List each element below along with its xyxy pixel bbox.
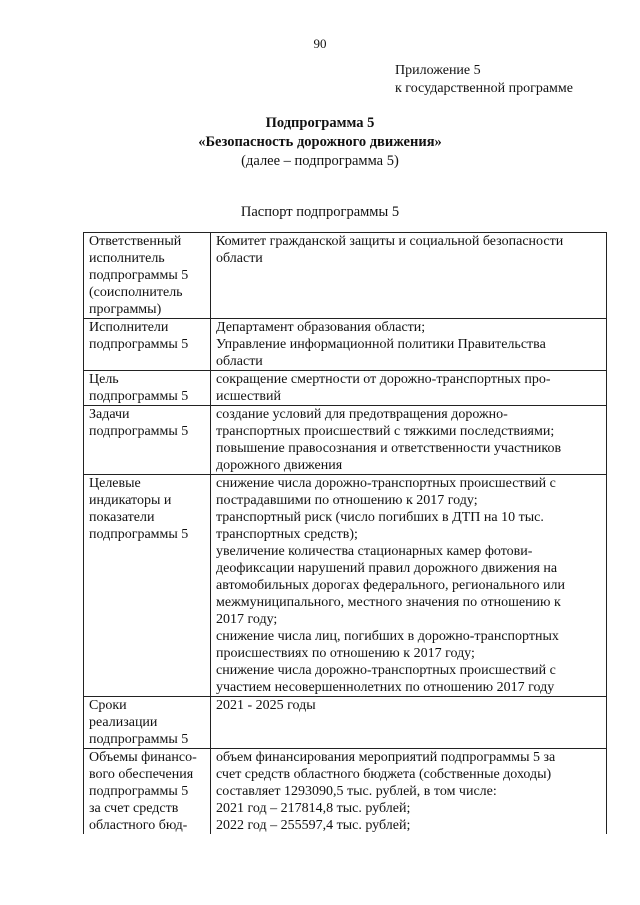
value-line: 2021 - 2025 годы [216, 698, 316, 713]
passport-row-label [84, 319, 211, 371]
subprogram-subtitle: «Безопасность дорожного движения» [198, 134, 442, 150]
passport-title: Паспорт подпрограммы 5 [240, 204, 400, 220]
subprogram-heading [0, 114, 640, 171]
value-line: межмуниципального, местного значения по отношению к [216, 595, 561, 610]
passport-row-label [84, 749, 211, 835]
label-line: вого обеспечения [89, 767, 194, 782]
value-line: 2022 год – 255597,4 тыс. рублей; [216, 818, 411, 833]
value-line: исшествий [216, 389, 281, 404]
appendix-line-2: к государственной программе [395, 81, 573, 96]
passport-row [84, 371, 607, 406]
value-line: сокращение смертности от дорожно-транспортных про- [216, 372, 551, 387]
label-line: подпрограммы 5 [89, 268, 189, 283]
value-line: происшествиях по отношению к 2017 году; [216, 646, 475, 661]
label-line: (соисполнитель [89, 285, 183, 300]
label-line: исполнитель [89, 251, 165, 266]
value-line: дорожного движения [216, 458, 343, 473]
label-line: Ответственный [89, 234, 182, 249]
value-line: повышение правосознания и ответственности участников [216, 441, 562, 456]
passport-row [84, 319, 607, 371]
value-line: объем финансирования мероприятий подпрограммы 5 за [216, 750, 556, 765]
value-line: участием несовершеннолетних по отношению 2017 году [216, 680, 555, 695]
value-line: области [216, 354, 263, 369]
appendix-note [395, 62, 573, 98]
label-line: реализации [89, 715, 158, 730]
label-line: Сроки [89, 698, 127, 713]
label-line: Задачи [89, 407, 130, 422]
value-line: 2017 году; [216, 612, 278, 627]
passport-table [83, 232, 607, 834]
label-line: подпрограммы 5 [89, 784, 189, 799]
value-line: Комитет гражданской защиты и социальной безопасности [216, 234, 564, 249]
passport-row [84, 406, 607, 475]
passport-row-label [84, 475, 211, 697]
passport-row [84, 475, 607, 697]
value-line: области [216, 251, 263, 266]
passport-row-label [84, 697, 211, 749]
value-line: 2021 год – 217814,8 тыс. рублей; [216, 801, 411, 816]
value-line: транспортных средств); [216, 527, 358, 542]
subprogram-note: (далее – подпрограмма 5) [241, 153, 399, 169]
page-number: 90 [313, 36, 327, 51]
passport-row-value [211, 406, 607, 475]
passport-row-value [211, 233, 607, 319]
value-line: транспортных происшествий с тяжкими последствиями; [216, 424, 555, 439]
passport-row-label [84, 233, 211, 319]
label-line: Объемы финансо- [89, 750, 197, 765]
subprogram-title: Подпрограмма 5 [265, 115, 375, 131]
value-line: транспортный риск (число погибших в ДТП на 10 тыс. [216, 510, 544, 525]
label-line: подпрограммы 5 [89, 527, 189, 542]
passport-row [84, 233, 607, 319]
value-line: деофиксации нарушений правил дорожного движения на [216, 561, 558, 576]
label-line: индикаторы и [89, 493, 172, 508]
label-line: программы) [89, 302, 162, 317]
label-line: подпрограммы 5 [89, 424, 189, 439]
value-line: увеличение количества стационарных камер фотови- [216, 544, 533, 559]
label-line: подпрограммы 5 [89, 389, 189, 404]
value-line: составляет 1293090,5 тыс. рублей, в том числе: [216, 784, 497, 799]
value-line: снижение числа лиц, погибших в дорожно-транспортных [216, 629, 559, 644]
label-line: Цель [89, 372, 119, 387]
appendix-line-1: Приложение 5 [395, 63, 481, 78]
passport-row-label [84, 371, 211, 406]
label-line: за счет средств [89, 801, 179, 816]
passport-row [84, 697, 607, 749]
label-line: подпрограммы 5 [89, 337, 189, 352]
passport-row-value [211, 371, 607, 406]
value-line: счет средств областного бюджета (собственные доходы) [216, 767, 552, 782]
label-line: Исполнители [89, 320, 169, 335]
value-line: пострадавшими по отношению к 2017 году; [216, 493, 478, 508]
value-line: Департамент образования области; [216, 320, 426, 335]
passport-row-label [84, 406, 211, 475]
label-line: показатели [89, 510, 155, 525]
value-line: автомобильных дорогах федерального, регионального или [216, 578, 566, 593]
value-line: снижение числа дорожно-транспортных происшествий с [216, 476, 556, 491]
label-line: подпрограммы 5 [89, 732, 189, 747]
passport-row-value [211, 319, 607, 371]
passport-row-value [211, 749, 607, 835]
label-line: Целевые [89, 476, 141, 491]
passport-row-value [211, 475, 607, 697]
value-line: создание условий для предотвращения дорожно- [216, 407, 508, 422]
passport-row [84, 749, 607, 835]
label-line: областного бюд- [89, 818, 188, 833]
passport-table-body [84, 233, 607, 835]
value-line: снижение числа дорожно-транспортных происшествий с [216, 663, 556, 678]
passport-row-value [211, 697, 607, 749]
value-line: Управление информационной политики Правительства [216, 337, 546, 352]
